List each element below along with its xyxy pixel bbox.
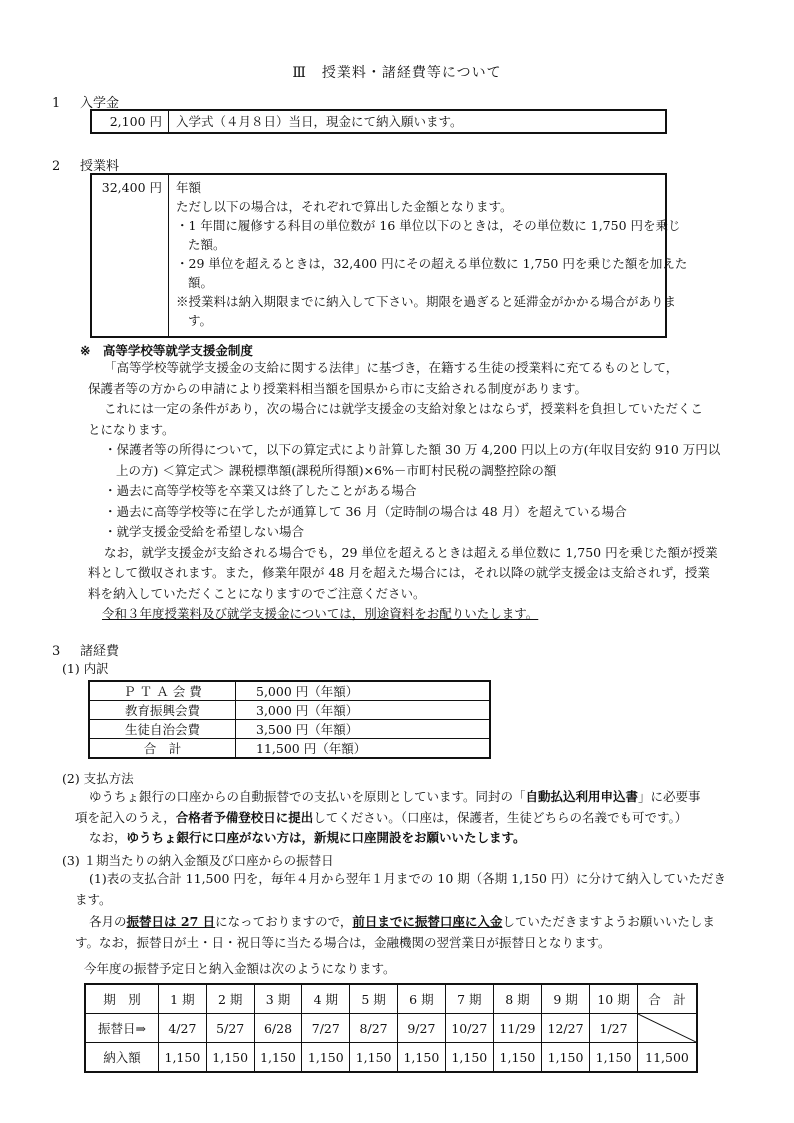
fee-name: 教育振興会費: [89, 701, 236, 720]
tuition-line: ・29 単位を超えるときは，32,400 円にその超える単位数に 1,750 円を乗じた額を加えた: [176, 256, 688, 271]
header-cell: 4 期: [302, 984, 350, 1014]
support-note: [88, 604, 768, 625]
asterisk-mark: ※: [80, 343, 91, 358]
installment-line: す。なお，振替日が土・日・祝日等に当たる場合は，金融機関の翌営業日が振替日となります。: [75, 934, 611, 950]
section-number: 1: [52, 96, 61, 111]
schedule-intro: 今年度の振替予定日と納入金額は次のようになります。: [84, 961, 396, 976]
amount-cell: 1,150: [206, 1043, 254, 1073]
form-name: 自動払込利用申込書: [525, 789, 639, 804]
date-cell: 9/27: [397, 1014, 445, 1043]
section-title: 授業料: [80, 159, 120, 174]
diagonal-line: [638, 1014, 696, 1042]
payment-text: 」に必要事: [638, 789, 701, 804]
subsection-3-heading: (3) １期当たりの納入金額及び口座からの振替日: [62, 853, 334, 868]
row-label: 納入額: [85, 1043, 159, 1073]
table-row: [85, 1014, 697, 1043]
header-cell: 7 期: [445, 984, 493, 1014]
amount-cell: 1,150: [397, 1043, 445, 1073]
page-title: Ⅲ 授業料・諸経費等について: [292, 65, 502, 81]
fee-amount: 11,500 円（年額）: [236, 739, 491, 759]
date-cell: 8/27: [350, 1014, 398, 1043]
tuition-line: ・1 年間に履修する科目の単位数が 16 単位以下のときは，その単位数に 1,750 円を乗じ: [176, 218, 681, 233]
tuition-line: ただし以下の場合は，それぞれで算出した金額となります。: [176, 199, 513, 214]
subsection-1-heading: (1) 内訳: [62, 661, 109, 676]
installment-info: [75, 869, 770, 953]
amount-cell: 1,150: [590, 1043, 638, 1073]
table-row: [89, 681, 490, 701]
payment-line: [75, 828, 770, 849]
header-cell: 5 期: [350, 984, 398, 1014]
section-number: 3: [52, 644, 61, 659]
section-title: 入学金: [80, 96, 120, 111]
header-cell: 6 期: [397, 984, 445, 1014]
support-bullet: 上の方) ＜算定式＞ 課税標準額(課税所得額)×6%－市町村民税の調整控除の額: [116, 462, 557, 478]
schedule-table: [84, 983, 698, 1073]
date-cell: 10/27: [445, 1014, 493, 1043]
fee-name: 生徒自治会費: [89, 720, 236, 739]
tuition-line: た額。: [188, 237, 226, 252]
installment-line: [75, 912, 770, 933]
support-para: 「高等学校等就学支援金の支給に関する法律」に基づき，在籍する生徒の授業料に充てるものとして，: [104, 360, 679, 375]
installment-line: ます。: [75, 891, 112, 907]
support-para: 保護者等の方からの申請により授業料相当額を国県から市に支給される制度があります。: [88, 380, 588, 396]
tuition-details: [176, 178, 688, 330]
payment-text: 項を記入のうえ，: [75, 809, 176, 825]
tuition-line: 年額: [176, 180, 202, 195]
fee-amount: 3,500 円（年額）: [236, 720, 491, 739]
support-para: 料を納入していただくことになりますのでご注意ください。: [88, 585, 426, 601]
tuition-box: [90, 173, 688, 338]
table-row: [89, 720, 490, 739]
installment-text: になっておりますので，: [215, 914, 353, 929]
support-note-text: 令和３年度授業料及び就学支援金については，別途資料をお配りいたします。: [102, 606, 539, 621]
header-cell: 9 期: [542, 984, 590, 1014]
header-cell: 1 期: [159, 984, 207, 1014]
support-bullet: ・就学支援金受給を希望しない場合: [104, 524, 305, 539]
header-cell: 合 計: [638, 984, 698, 1014]
amount-cell: 1,150: [493, 1043, 541, 1073]
breakdown-table: [88, 680, 491, 759]
payment-line: [75, 808, 770, 829]
header-cell: 期 別: [85, 984, 159, 1014]
header-cell: 2 期: [206, 984, 254, 1014]
support-bullet: ・過去に高等学校等を卒業又は終了したことがある場合: [104, 483, 417, 498]
diagonal-cell: [638, 1014, 698, 1043]
subsection-2-heading: (2) 支払方法: [62, 771, 134, 786]
header-cell: 10 期: [590, 984, 638, 1014]
support-bullet: ・保護者等の所得について，以下の算定式により計算した額 30 万 4,200 円以上の方(年収目安約 910 万円以: [104, 442, 721, 457]
row-label: 振替日⇒: [85, 1014, 159, 1043]
date-cell: 6/28: [254, 1014, 302, 1043]
fee-name: 合 計: [89, 739, 236, 759]
fee-amount: 5,000 円（年額）: [236, 681, 491, 701]
tuition-line: 額。: [188, 275, 214, 290]
new-account-note: ゆうちょ銀行に口座がない方は，新規に口座開設をお願いいたします。: [126, 830, 526, 845]
support-para: 料として徴収されます。また，修業年限が 48 月を超えた場合には，それ以降の就学支援金は支給されず，授業: [88, 565, 710, 580]
fee-name: Ｐ Ｔ Ａ 会 費: [89, 681, 236, 701]
table-row: [89, 701, 490, 720]
transfer-day-note: 振替日は 27 日: [126, 914, 216, 929]
fee-amount: 3,000 円（年額）: [236, 701, 491, 720]
amount-cell: 1,150: [159, 1043, 207, 1073]
entrance-fee-box: [90, 109, 667, 134]
table-row: [85, 984, 697, 1014]
date-cell: 11/29: [493, 1014, 541, 1043]
payment-method: [75, 787, 770, 849]
payment-text: ゆうちょ銀行の口座からの自動振替での支払いを原則としています。同封の「: [89, 789, 526, 804]
entrance-fee-amount: 2,100 円: [92, 111, 169, 132]
payment-line: [75, 787, 770, 808]
date-cell: 4/27: [159, 1014, 207, 1043]
support-bullet: ・過去に高等学校等に在学したが通算して 36 月（定時制の場合は 48 月）を超えている場合: [104, 503, 627, 519]
support-para: なお，就学支援金が支給される場合でも，29 単位を超えるときは超える単位数に 1,750 円を乗じた額が授業: [104, 544, 718, 560]
installment-text: していただきますようお願いいたしま: [502, 914, 715, 929]
section-2-heading: [52, 155, 119, 174]
payment-text: してください。（口座は，保護者，生徒どちらの名義でも可です。）: [313, 809, 688, 825]
tuition-line: ※授業料は納入期限までに納入して下さい。期限を過ぎると延滞金がかかる場合がありま: [176, 294, 677, 309]
support-para: とになります。: [88, 421, 175, 437]
tuition-amount: 32,400 円: [92, 175, 169, 336]
date-cell: 7/27: [302, 1014, 350, 1043]
tuition-line: す。: [188, 313, 213, 328]
deposit-deadline-note: 前日までに振替口座に入金: [352, 914, 503, 929]
submit-date-note: 合格者予備登校日に提出: [175, 809, 314, 825]
amount-cell: 1,150: [254, 1043, 302, 1073]
installment-line: (1)表の支払合計 11,500 円を，毎年４月から翌年１月までの 10 期（各期 1,150 円）に分けて納入していただき: [89, 871, 726, 886]
support-body: [88, 358, 768, 625]
section-number: 2: [52, 159, 61, 174]
amount-cell: 1,150: [445, 1043, 493, 1073]
date-cell: 5/27: [206, 1014, 254, 1043]
amount-cell: 1,150: [302, 1043, 350, 1073]
support-heading-text: 高等学校等就学支援金制度: [102, 343, 253, 358]
entrance-fee-desc: 入学式（４月８日）当日，現金にて納入願います。: [176, 114, 463, 129]
section-title: 諸経費: [80, 644, 120, 659]
amount-cell: 1,150: [542, 1043, 590, 1073]
support-heading: [80, 341, 253, 359]
table-row: [89, 739, 490, 759]
header-cell: 3 期: [254, 984, 302, 1014]
section-3-heading: [52, 640, 119, 659]
installment-text: 各月の: [89, 914, 127, 929]
support-para: これには一定の条件があり，次の場合には就学支援金の支給対象とはならず，授業料を負担していただくこ: [104, 401, 704, 416]
amount-cell: 1,150: [350, 1043, 398, 1073]
date-cell: 1/27: [590, 1014, 638, 1043]
table-row: [85, 1043, 697, 1073]
date-cell: 12/27: [542, 1014, 590, 1043]
payment-text: なお，: [89, 830, 127, 845]
total-cell: 11,500: [638, 1043, 698, 1073]
header-cell: 8 期: [493, 984, 541, 1014]
